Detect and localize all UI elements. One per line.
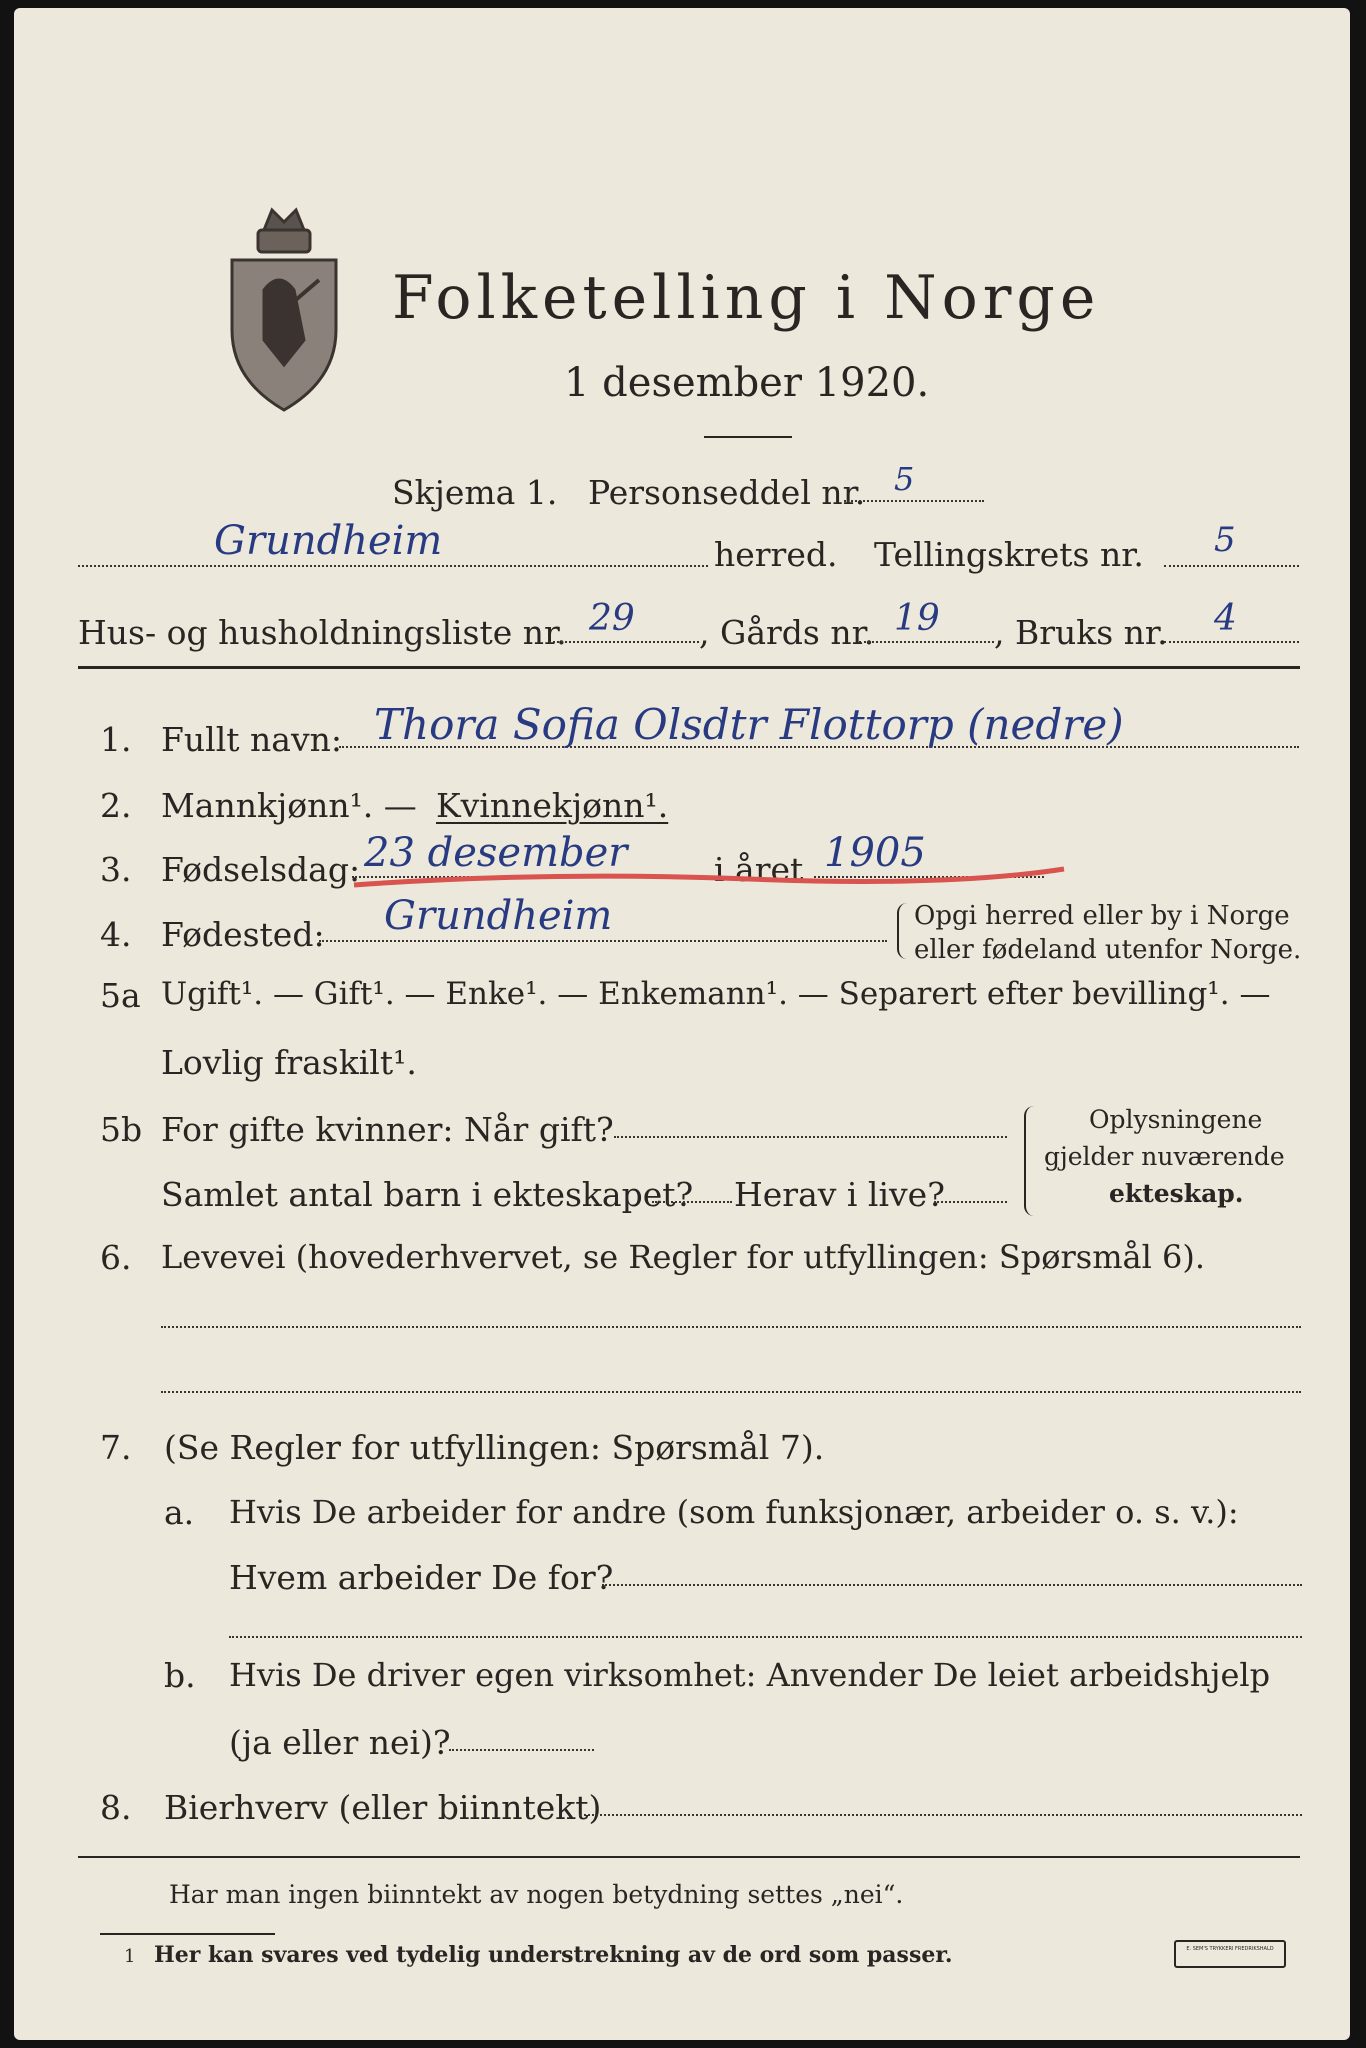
header-divider: [78, 666, 1300, 669]
q3-day-value[interactable]: 23 desember: [364, 830, 628, 876]
husliste-label: Hus- og husholdningsliste nr.: [78, 613, 567, 652]
q2-female-option[interactable]: Kvinnekjønn¹.: [436, 786, 669, 825]
q6-line2: [161, 1391, 1301, 1393]
q8-number: 8.: [100, 1788, 132, 1827]
printer-stamp: [1174, 1940, 1286, 1968]
q8-line: [579, 1814, 1302, 1816]
q5b-note3: ekteskap.: [1109, 1179, 1244, 1208]
q1-number: 1.: [100, 720, 132, 759]
q7-label: (Se Regler for utfyllingen: Spørsmål 7).: [164, 1428, 825, 1467]
q5b-note1: Oplysningene: [1089, 1105, 1263, 1134]
q5b-number: 5b: [100, 1110, 143, 1149]
census-form-page: [14, 8, 1350, 2040]
q3-number: 3.: [100, 850, 132, 889]
personseddel-label: Personseddel nr.: [588, 473, 866, 512]
q5a-number: 5a: [100, 976, 141, 1015]
q3-label: Fødselsdag:: [161, 850, 361, 889]
gards-line: [859, 641, 994, 643]
q4-value[interactable]: Grundheim: [384, 893, 613, 939]
q6-label: Levevei (hovederhvervet, se Regler for utfyllingen: Spørsmål 6).: [161, 1238, 1206, 1276]
q5b-children-label: Samlet antal barn i ekteskapet?: [161, 1175, 694, 1214]
herred-line: [78, 565, 708, 567]
q4-note-line1: Opgi herred eller by i Norge: [914, 901, 1290, 931]
q2-male-option[interactable]: Mannkjønn¹. —: [161, 786, 417, 825]
printer-stamp-text: E. SEM'S TRYKKERI FREDRIKSHALD: [1186, 1946, 1274, 1952]
form-title: Folketelling i Norge: [392, 263, 1101, 333]
q7-number: 7.: [100, 1428, 132, 1467]
q5b-note-brace: [1024, 1106, 1036, 1216]
title-divider: [704, 436, 792, 438]
footer-note: Har man ingen biinntekt av nogen betydning settes „nei“.: [169, 1880, 904, 1909]
bruks-line: [1164, 641, 1299, 643]
footnote-rule: [100, 1933, 275, 1935]
q5b-line1: For gifte kvinner: Når gift?: [161, 1110, 614, 1149]
q7a-line2: Hvem arbeider De for?: [229, 1558, 614, 1597]
q5b-married-line: [614, 1136, 1007, 1138]
coat-of-arms-icon: [224, 200, 344, 415]
personseddel-value[interactable]: 5: [894, 460, 915, 498]
footnote-text: Her kan svares ved tydelig understrekning av de ord som passer.: [154, 1942, 953, 1968]
footnote-number: 1: [124, 1946, 136, 1967]
q4-note-line2: eller fødeland utenfor Norge.: [914, 935, 1302, 965]
gards-label: , Gårds nr.: [699, 613, 875, 652]
gards-value[interactable]: 19: [894, 598, 940, 639]
q5b-alive-line: [934, 1201, 1007, 1203]
q3-year-value[interactable]: 1905: [824, 830, 926, 876]
q7b-line: [449, 1749, 594, 1751]
q4-number: 4.: [100, 915, 132, 954]
q7b-line1: Hvis De driver egen virksomhet: Anvender De leiet arbeidshjelp: [229, 1656, 1271, 1694]
q7a-line1: Hvis De arbeider for andre (som funksjonær, arbeider o. s. v.):: [229, 1493, 1239, 1531]
husliste-value[interactable]: 29: [589, 598, 635, 639]
q4-note-brace: [897, 903, 907, 959]
q1-label: Fullt navn:: [161, 720, 342, 759]
q7b-number: b.: [164, 1656, 196, 1695]
census-date: 1 desember 1920.: [564, 360, 930, 406]
herred-value[interactable]: Grundheim: [214, 518, 443, 564]
q4-line: [319, 940, 887, 942]
bruks-value[interactable]: 4: [1214, 598, 1237, 639]
q6-line1: [161, 1326, 1301, 1328]
husliste-line: [549, 641, 699, 643]
tellingskrets-value[interactable]: 5: [1214, 520, 1236, 560]
q5b-alive-label: Herav i live?: [734, 1175, 945, 1214]
q1-value[interactable]: Thora Sofia Olsdtr Flottorp (nedre): [374, 700, 1124, 749]
tellingskrets-line: [1164, 565, 1299, 567]
q7b-line2: (ja eller nei)?: [229, 1723, 451, 1762]
q4-label: Fødested:: [161, 915, 325, 954]
schema-label: Skjema 1.: [392, 473, 558, 512]
bruks-label: , Bruks nr.: [994, 613, 1168, 652]
q6-number: 6.: [100, 1238, 132, 1277]
q5a-line2[interactable]: Lovlig fraskilt¹.: [161, 1043, 417, 1082]
q5b-children-line: [652, 1201, 732, 1203]
q7a-number: a.: [164, 1493, 195, 1532]
tellingskrets-label: Tellingskrets nr.: [874, 535, 1144, 574]
q5a-line1[interactable]: Ugift¹. — Gift¹. — Enke¹. — Enkemann¹. — Separert efter bevilling¹. —: [161, 976, 1271, 1012]
q5b-note2: gjelder nuværende: [1044, 1142, 1285, 1171]
personseddel-line: [844, 500, 984, 502]
q7a-extra-line: [229, 1636, 1302, 1638]
q3-year-label: i året: [714, 850, 804, 889]
q8-label: Bierhverv (eller biinntekt): [164, 1788, 602, 1827]
footer-divider: [78, 1856, 1300, 1858]
q7a-line: [602, 1584, 1302, 1586]
red-pencil-mark: [349, 863, 1069, 893]
herred-label: herred.: [714, 535, 838, 574]
q2-number: 2.: [100, 786, 132, 825]
